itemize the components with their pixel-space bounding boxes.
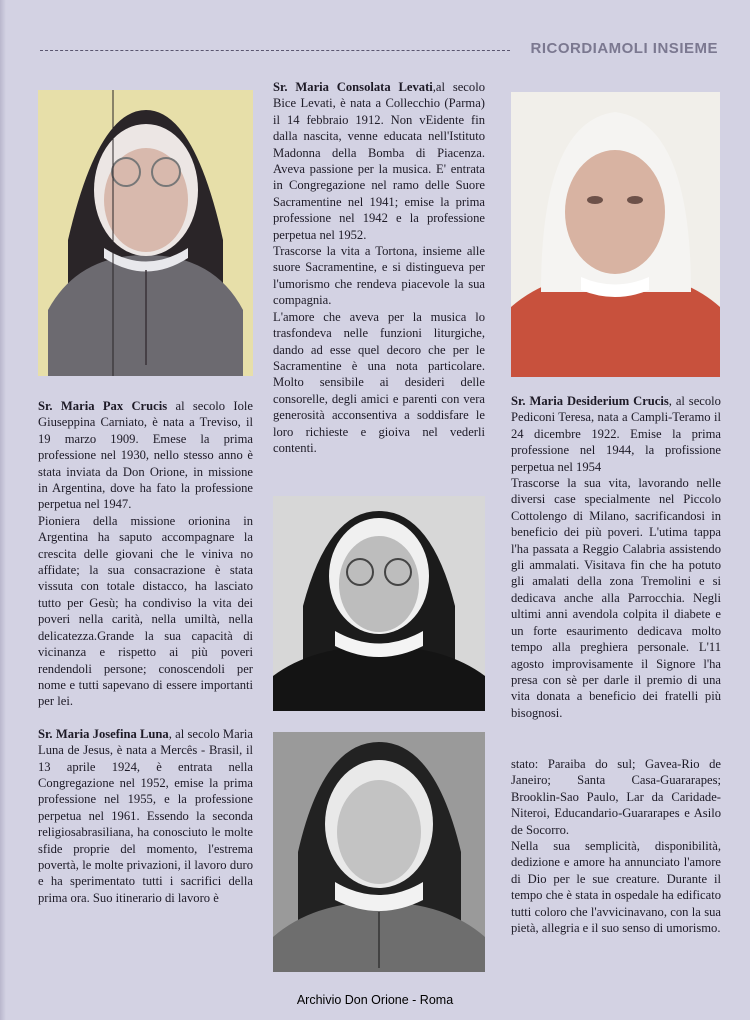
page-binding-shadow: [0, 0, 6, 1020]
article-column-right-continued: [511, 756, 721, 936]
article-consolata-levati: [273, 79, 485, 243]
article-name: Sr. Maria Consolata Levati: [273, 80, 433, 94]
photo-consolata-levati: [273, 496, 485, 711]
article-paragraph: Nella sua semplicità, disponibilità, dedizione e amore ha annunciato l'amore di Dio per le sue creature. Durante il tempo che è stata in ospedale ha edificato tutti coloro che l'avvicinavano, con la sua pietà, allegria e il suo senso di umorismo.: [511, 839, 721, 936]
photo-pax-crucis: [38, 90, 253, 376]
portrait-nun-glasses-color-icon: [38, 90, 253, 376]
article-pax-crucis: [38, 398, 253, 513]
article-desiderium-crucis: [511, 393, 721, 475]
article-text: ,al secolo Bice Levati, è nata a Collecchio (Parma) il 14 febbraio 1912. Non vEidente fin dalla nascita, venne educata nell'Istituto Madonna della Bomba di Piacenza. Aveva passione per la musica. E' entrata in Congregazione nel ramo delle Suore Sacramentine nel 1941; emise la prima professione nel 1942 e la professione perpetua nel 1952.: [273, 80, 485, 242]
article-text: al secolo Iole Giuseppina Carniato, è nata a Treviso, il 19 marzo 1909. Emese la prima professione nel 1930, nello stesso anno è stata inviata da Don Orione, in missione in Argentina, dove ha fato la professione perpetua nel 1947.: [38, 399, 253, 512]
footer-credit: Archivio Don Orione - Roma: [296, 993, 454, 1007]
article-paragraph: stato: Paraiba do sul; Gavea-Rio de Janeiro; Santa Casa-Guararapes; Brooklin-Sao Paulo, Lar da Caridade-Niteroi, Educandario-Guararapes e Asilo de Socorro.: [511, 757, 721, 837]
portrait-nun-glasses-bw-icon: [273, 496, 485, 711]
article-paragraph: Pioniera della missione orionina in Argentina ha saputo accompagnare la crescita delle giovani che le viniva no affidate; la sua consacrazione è stata vissuta con totale distacco, ha lasciato tutto per Gesù; ha condiviso la vita dei poveri nella carità, nella umiltà, nella delicatezza.Grande la sua capacità di vicinanza e rispetto ai più poveri rendendoli persone; conoscendoli per nome e tutti sapevano di essere importanti per lei.: [38, 513, 253, 709]
header-rule: [40, 50, 510, 51]
article-column-middle: [273, 79, 485, 456]
portrait-nun-bw-icon: [273, 732, 485, 972]
section-title: RICORDIAMOLI INSIEME: [530, 40, 718, 57]
photo-desiderium-crucis: [511, 92, 720, 377]
article-text: , al secolo Maria Luna de Jesus, è nata a Mercês - Brasil, il 13 aprile 1924, è entrata nella Congregazione nel 1952, emise la prima professione nel 1955, e la professione perpetua nel 1961. Essendo la seconda religiosabrasiliana, ha conosciuto le molte sfide proprie del momento, l'estrema povertà, le molte privazioni, il lavoro duro e ha sperimentato tutti i sacrifici della prima ora. Suo itinerario di lavoro è: [38, 726, 253, 905]
portrait-nun-white-veil-color-icon: [511, 92, 720, 377]
article-paragraph: L'amore che aveva per la musica lo trasfondeva nelle funzioni liturgiche, dando ad esse quel decoro che per le Sacramentine è una nota particolare. Molto sensibile ai desideri delle consorelle, degli amici e parenti con vera generosità acconsentiva a soddisfare le loro richieste e gioiva nel vederli contenti.: [273, 309, 485, 455]
photo-josefina-luna: [273, 732, 485, 972]
article-josefina-luna: [38, 726, 253, 906]
article-name: Sr. Maria Pax Crucis: [38, 399, 168, 413]
article-paragraph: Trascorse la sua vita, lavorando nelle diversi case specialmente nel Piccolo Cottolengo di Milano, sacrificandosi in beneficio dei più poveri. L'utima tappa l'ha passata a Reggio Calabria assistendo gli ammalati. Visitava fin che ha potuto gli amalati della zona Tremolini e si dedicava anche alla Parrocchia. Negli ultimi anni avendola colpita il diabete e un forte esaurimento dedicava molto tempo alla preghiera personale. L'11 agosto improvisamente il Signore l'ha presa con sè per darle il premio di una vita donata a beneficio dei fratelli più bisognosi.: [511, 476, 721, 720]
article-column-left: [38, 398, 253, 906]
article-text: , al secolo Pediconi Teresa, nata a Campli-Teramo il 24 dicembre 1922. Emise la prima professione nel 1944, la profissione perpetua nel 1954: [511, 394, 721, 474]
article-name: Sr. Maria Josefina Luna: [38, 726, 169, 741]
article-column-right: [511, 393, 721, 721]
article-paragraph: Trascorse la vita a Tortona, insieme alle suore Sacramentine, e si distingueva per l'umorismo che rendeva piacevole la sua compagnia.: [273, 244, 485, 308]
article-name: Sr. Maria Desiderium Crucis: [511, 394, 669, 408]
